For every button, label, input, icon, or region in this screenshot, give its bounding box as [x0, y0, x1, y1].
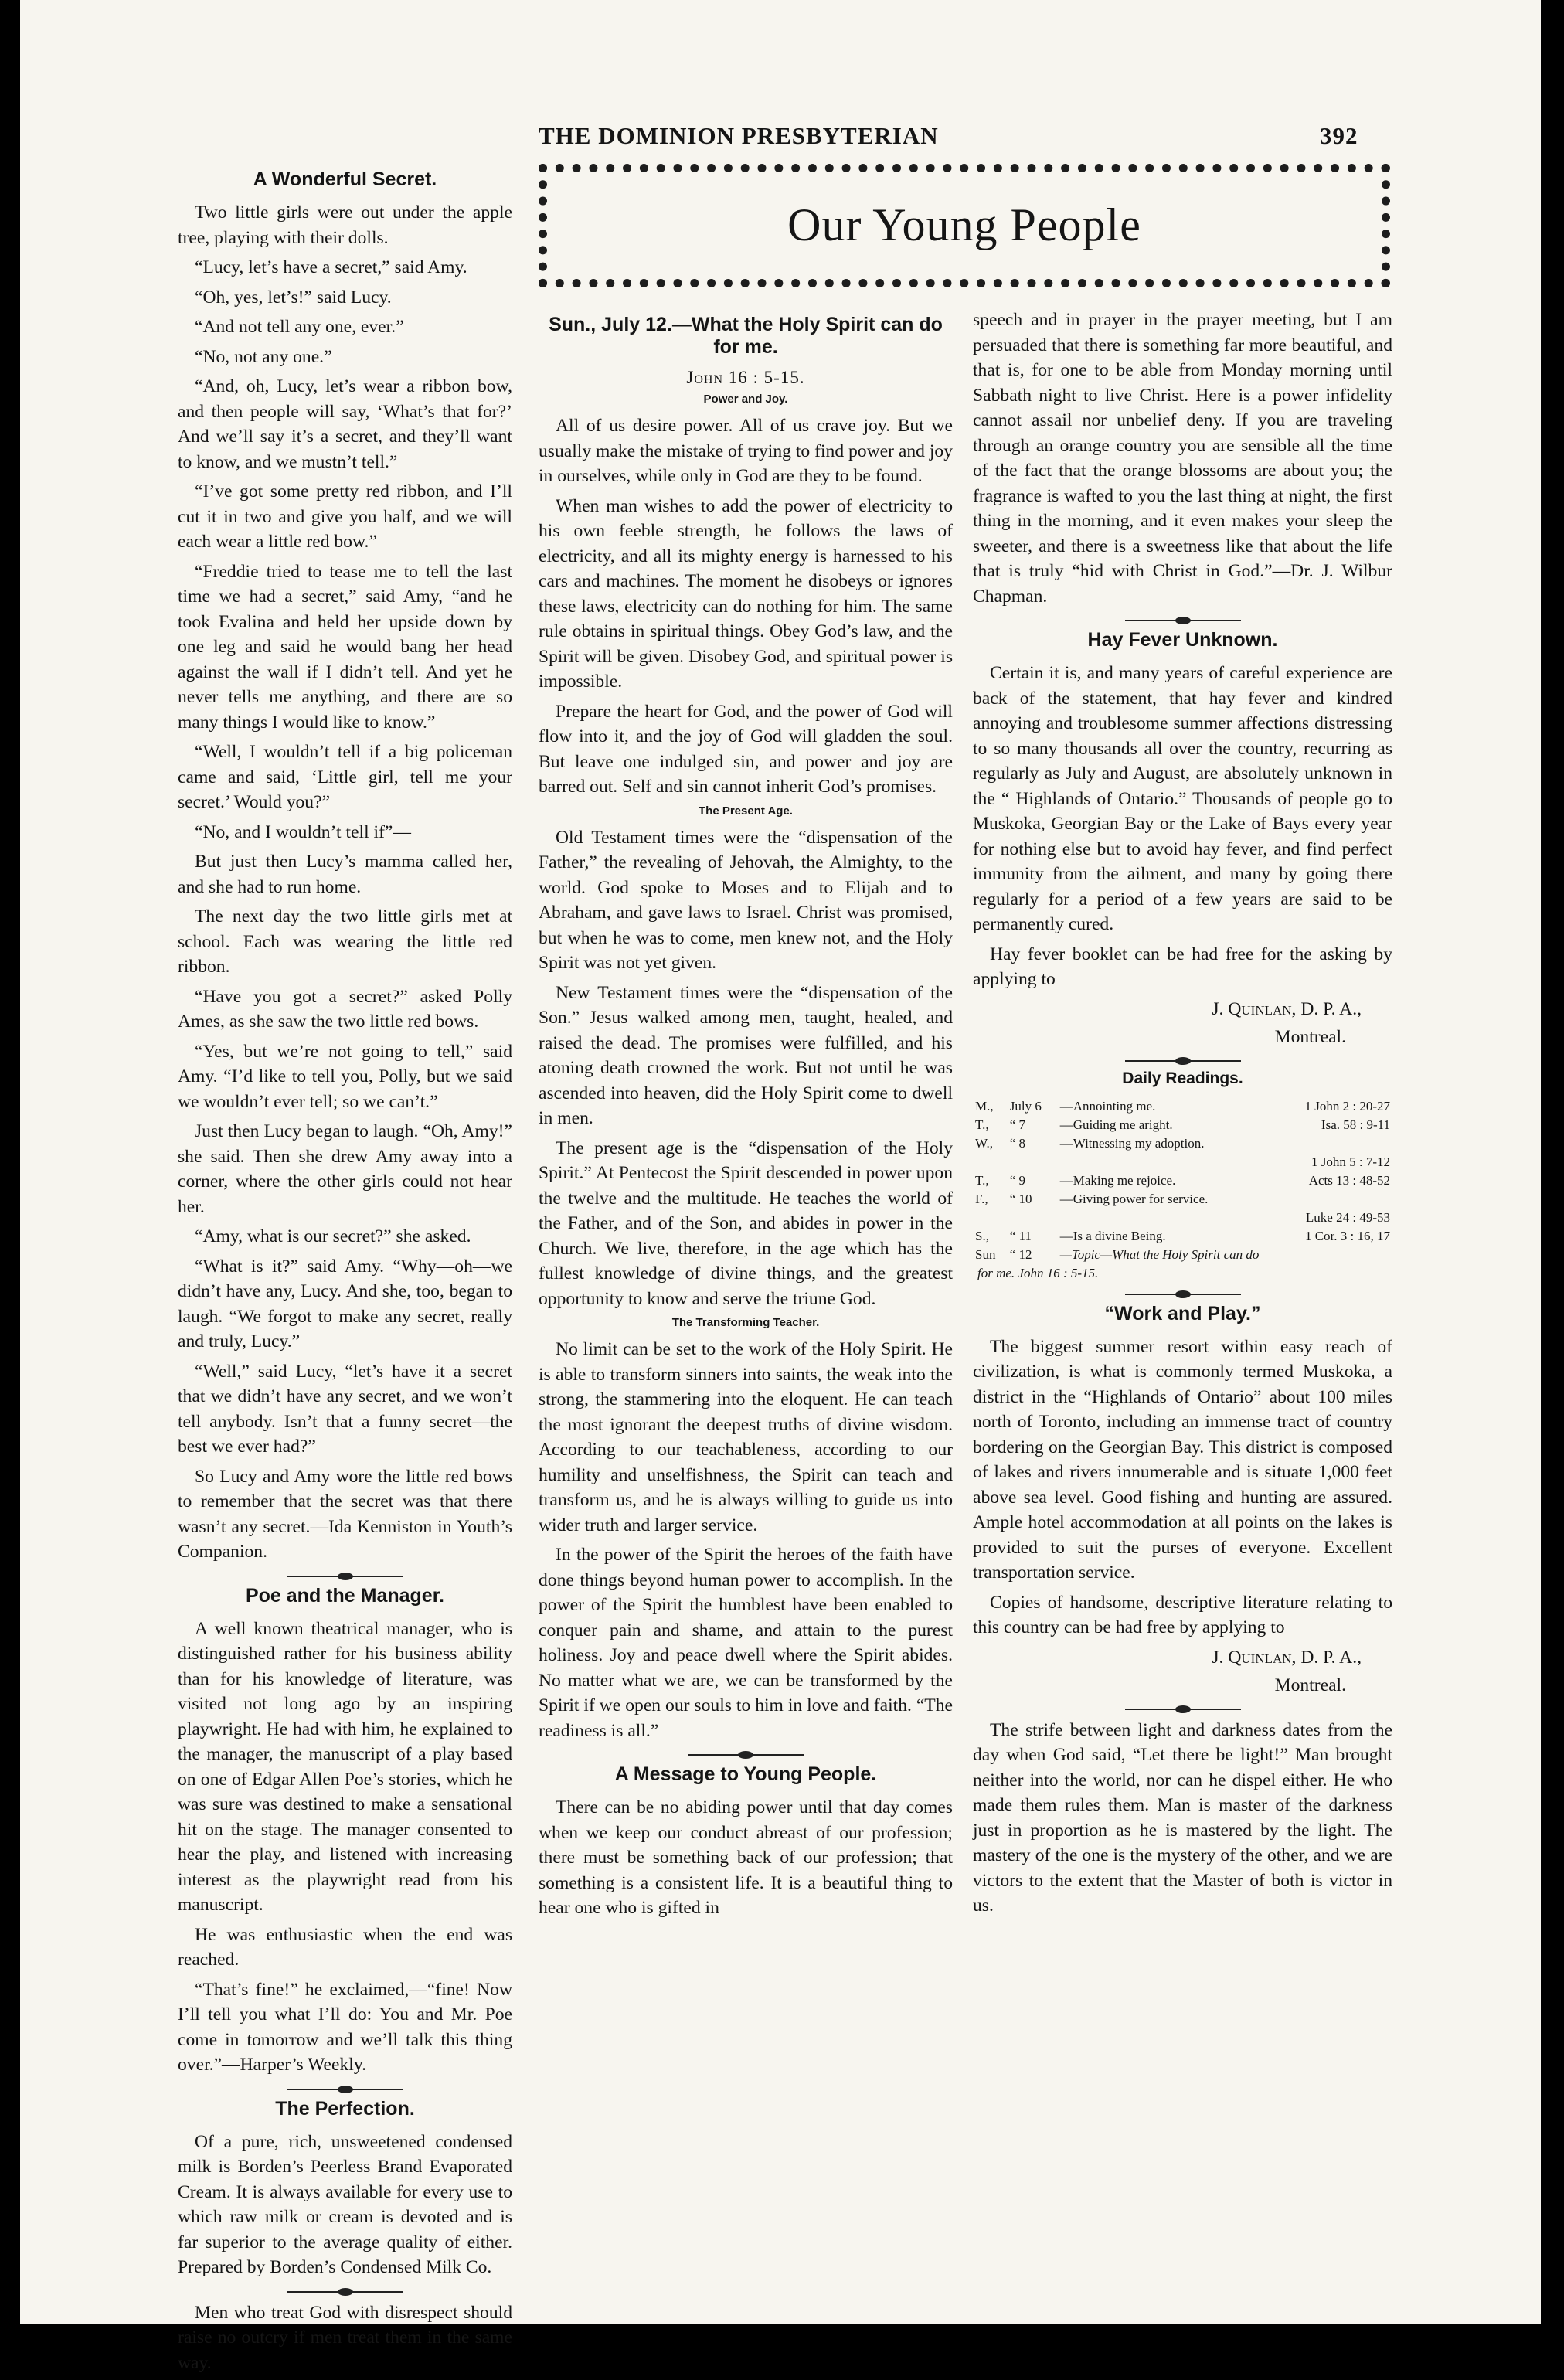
article-title: Poe and the Manager. [245, 1584, 444, 1606]
date-cell: “ 8 [1009, 1135, 1026, 1151]
paragraph: “Oh, yes, let’s!” said Lucy. [195, 287, 392, 308]
section-divider [287, 2089, 403, 2090]
paragraph: “That’s fine!” he exclaimed,—“fine! Now I’ll tell you what I’ll do: You and Mr. Poe come in tomorrow and we’ll talk this thing over.”—Harper’s Weekly. [178, 1979, 512, 2075]
paragraph: “Freddie tried to tease me to tell the last time we had a secret,” said Amy, “and he took Evalina and held her upside down by one leg and said he would bang her head against the wall if I didn’t tell. And yet he never tells me anything, and there are so many things I would like to know.” [178, 561, 512, 733]
paragraph: “And not tell any one, ever.” [195, 317, 404, 337]
paragraph: So Lucy and Amy wore the little red bows to remember that the secret was that there wasn’t any secret.—Ida Kenniston in Youth’s Companion. [178, 1466, 512, 1562]
table-row [973, 1116, 1392, 1134]
paragraph: “Well, I wouldn’t tell if a big policeman came and said, ‘Little girl, tell me your secret.’ Would you?” [178, 742, 512, 812]
paragraph: The present age is the “dispensation of the Holy Spirit.” At Pentecost the Spirit descended in power upon the twelve and the multitude. He teaches the world of the Father, and of the Son, and abides in power in the Church. We live, therefore, in the age which has the fullest knowledge of divine things, and the greatest opportunity to know and serve the triune God. [539, 1137, 953, 1309]
paragraph: The next day the two little girls met at school. Each was wearing the little red ribbon. [178, 906, 512, 977]
column-right [973, 308, 1392, 1923]
table-row [973, 1097, 1392, 1116]
paragraph: “Well,” said Lucy, “let’s have it a secret that we didn’t have any secret, and we won’t tell anybody. Isn’t that a funny secret—the best we ever had?” [178, 1361, 512, 1457]
date-cell: “ 9 [1009, 1172, 1026, 1188]
table-row [973, 1246, 1392, 1264]
article-title: A Message to Young People. [614, 1763, 877, 1785]
paragraph: Of a pure, rich, unsweetened condensed milk is Borden’s Peerless Brand Evaporated Cream. It is always available for every use to which raw milk or cream is devoted and is far superior to the average quality of either. Prepared by Borden’s Condensed Milk Co. [178, 2131, 512, 2277]
section-divider [1125, 1708, 1241, 1710]
section-divider [688, 1754, 804, 1756]
date-cell: “ 7 [1009, 1117, 1026, 1132]
ref-cell: 1 Cor. 3 : 16, 17 [1304, 1228, 1390, 1243]
date-cell: “ 11 [1009, 1228, 1032, 1243]
topic-cell: —Topic—What the Holy Spirit can do [1059, 1246, 1260, 1262]
paragraph: Copies of handsome, descriptive literature relating to this country can be had free by applying to [973, 1592, 1392, 1637]
page-number: 392 [1320, 122, 1358, 149]
day-cell: T., [975, 1117, 989, 1132]
day-cell: T., [975, 1172, 989, 1188]
signature-name: J. Quinlan, D. P. A., [1212, 1647, 1362, 1668]
article-title: The Perfection. [275, 2097, 415, 2120]
table-row [973, 1171, 1392, 1190]
date-cell: “ 10 [1009, 1191, 1032, 1206]
paragraph: Two little girls were out under the apple tree, playing with their dolls. [178, 202, 512, 248]
section-divider [287, 2291, 403, 2293]
paragraph: Certain it is, and many years of careful experience are back of the statement, that hay fever and kindred annoying and troublesome summer affections distressing to so many thousands all over the country, recurring as regularly as July and August, are absolutely unknown in the “ Highlands of Ontario.” Thousands of people go to Muskoka, Georgian Bay or the Lake of Bays every year for nothing else but to avoid hay fever, and find perfect immunity from the ailment, and many by going there regularly for a period of a few years are said to be permanently cured. [973, 663, 1392, 934]
signature-place: Montreal. [1274, 1026, 1346, 1047]
column-middle [539, 308, 953, 1926]
banner-title: Our Young People [787, 199, 1141, 250]
reading-continuation: for me. John 16 : 5-15. [978, 1265, 1099, 1280]
article-title: A Wonderful Secret. [253, 168, 437, 190]
paragraph: The strife between light and darkness dates from the day when God said, “Let there be light!” Man brought neither into the world, nor can he dispel either. He who made them rules them. Man is master of the darkness just in proportion as he is mastered by the light. The mastery of the one is the mystery of the other, and we are victors to the extent that the Master of both is victor in us. [973, 1719, 1392, 1916]
table-row [973, 1227, 1392, 1246]
paragraph: Men who treat God with disrespect should raise no outcry if men treat them in the same way. [178, 2302, 512, 2373]
ref-cell: Acts 13 : 48-52 [1308, 1172, 1390, 1188]
daily-readings-table [973, 1097, 1392, 1283]
paragraph: All of us desire power. All of us crave joy. But we usually make the mistake of trying to find power and joy in ourselves, while only in God are they to be found. [539, 416, 953, 486]
day-cell: Sun [975, 1246, 996, 1262]
date-cell: July 6 [1009, 1098, 1042, 1114]
paragraph: There can be no abiding power until that day comes when we keep our conduct abreast of our profession; there must be something back of our profession; that something is a consistent life. It is a beautiful thing to hear one who is gifted in [539, 1797, 953, 1918]
day-cell: F., [975, 1191, 988, 1206]
paragraph: speech and in prayer in the prayer meeting, but I am persuaded that there is something far more beautiful, and that is, for one to be able from Monday morning until Sabbath night to live Christ. Here is a power infidelity cannot assail nor unbelief deny. If you are traveling through an orange country you are sensible all the time of the fact that the orange blossoms are about you; the fragrance is wafted to you the last thing at night, the first thing in the morning, and it even makes your sleep the sweeter, and there is a sweetness like that about the life that is truly “hid with Christ in God.”—Dr. J. Wilbur Chapman. [973, 310, 1392, 607]
table-row [973, 1153, 1392, 1171]
ref-cell [1268, 1190, 1392, 1209]
table-row [973, 1134, 1392, 1153]
paragraph: Old Testament times were the “dispensation of the Father,” the revealing of Jehovah, the Almighty, to the world. God spoke to Moses and to Elijah and to Abraham, and gave laws to Israel. Christ was promised, but when he was to come, men knew not, and the Holy Spirit was not yet given. [539, 827, 953, 973]
table-row [973, 1264, 1392, 1283]
signature-name: J. Quinlan, D. P. A., [1212, 998, 1362, 1019]
paragraph: “Amy, what is our secret?” she asked. [195, 1226, 471, 1246]
reading-continuation: Luke 24 : 49-53 [1305, 1209, 1390, 1225]
paragraph: New Testament times were the “dispensation of the Son.” Jesus walked among men, taught, healed, and raised the dead. The promises were fulfilled, and his atoning death crowned the work. But not until he was ascended into heaven, did the Holy Spirit come to dwell in men. [539, 982, 953, 1128]
paragraph: Just then Lucy began to laugh. “Oh, Amy!” she said. Then she drew Amy away into a corner, where the other girls could not hear her. [178, 1121, 512, 1217]
article-title: Hay Fever Unknown. [1087, 629, 1278, 651]
topic-title: Sun., July 12.—What the Holy Spirit can do for me. [549, 314, 943, 358]
topic-cell: —Is a divine Being. [1059, 1228, 1166, 1243]
paragraph: “Have you got a secret?” asked Polly Ames, as she saw the two little red bows. [178, 986, 512, 1032]
scripture-reference: John 16 : 5-15. [686, 368, 805, 387]
topic-cell: —Annointing me. [1059, 1098, 1156, 1114]
topic-cell: —Witnessing my adoption. [1059, 1135, 1205, 1151]
paragraph: “Yes, but we’re not going to tell,” said Amy. “I’d like to tell you, Polly, but we said we wouldn’t ever tell; so we can’t.” [178, 1041, 512, 1112]
paragraph: “And, oh, Lucy, let’s wear a ribbon bow, and then people will say, ‘What’s that for?’ And we’ll say it’s a secret, and they’ll want to know, and we mustn’t tell.” [178, 376, 512, 472]
article-body [178, 200, 512, 1565]
day-cell: M., [975, 1098, 994, 1114]
paragraph: He was enthusiastic when the end was reached. [178, 1924, 512, 1970]
paragraph: “What is it?” said Amy. “Why—oh—we didn’t have any, Lucy. And she, too, began to laugh. “We forgot to make any secret, really and truly, Lucy.” [178, 1256, 512, 1352]
paragraph: The biggest summer resort within easy reach of civilization, is what is commonly termed Muskoka, a district in the “Highlands of Ontario” about 100 miles north of Toronto, including an immense tract of country bordering on the Georgian Bay. This district is composed of lakes and rivers innumerable and is situate 1,000 feet above sea level. Good fishing and hunting are assured. Ample hotel accommodation at all points on the lakes is provided to suit the purses of everyone. Excellent transportation service. [973, 1336, 1392, 1583]
paragraph: Hay fever booklet can be had free for the asking by applying to [973, 944, 1392, 989]
paragraph: “No, and I wouldn’t tell if”— [195, 821, 412, 842]
ref-cell: 1 John 2 : 20-27 [1304, 1098, 1390, 1114]
running-head-title: THE DOMINION PRESBYTERIAN [539, 122, 939, 149]
paragraph: A well known theatrical manager, who is distinguished rather for his business ability than for his knowledge of literature, was visited not long ago by an inspiring playwright. He had with him, he explained to the manager, the manuscript of a play based on one of Edgar Allen Poe’s stories, which he was sure was destined to make a sensational hit on the stage. The manager consented to hear the play, and listened with increasing interest as the playwright read from his manuscript. [178, 1618, 512, 1915]
section-divider [1125, 620, 1241, 621]
paragraph: When man wishes to add the power of electricity to his own feeble strength, he follows the laws of electricity, and all its mighty energy is harnessed to his cars and machines. The moment he disobeys or ignores these laws, electricity can do nothing for him. The same rule obtains in spiritual things. Obey God’s law, and the Spirit will be given. Disobey God, and spiritual power is impossible. [539, 495, 953, 692]
signature-place: Montreal. [1274, 1674, 1346, 1695]
paragraph: “I’ve got some pretty red ribbon, and I’ll cut it in two and give you half, and we will each wear a little red bow.” [178, 481, 512, 552]
topic-cell: —Giving power for service. [1059, 1191, 1209, 1206]
reading-continuation: 1 John 5 : 7-12 [1311, 1154, 1390, 1169]
paragraph: “No, not any one.” [195, 346, 332, 367]
section-banner [539, 164, 1390, 287]
section-divider [287, 1576, 403, 1577]
topic-cell: —Guiding me aright. [1059, 1117, 1173, 1132]
topic-cell: —Making me rejoice. [1059, 1172, 1176, 1188]
section-divider [1125, 1060, 1241, 1062]
article-title: Daily Readings. [1122, 1069, 1243, 1087]
ref-cell [1268, 1134, 1392, 1153]
paragraph: No limit can be set to the work of the Holy Spirit. He is able to transform sinners into saints, the weak into the strong, the stammering into the eloquent. He can teach the most ignorant the deepest truths of divine wisdom. According to our teachableness, according to our humility and unselfishness, the Spirit can teach and transform us, and he is always willing to guide us into wider truth and larger service. [539, 1339, 953, 1535]
table-row [973, 1209, 1392, 1227]
subhead: Power and Joy. [703, 393, 788, 406]
day-cell: W., [975, 1135, 993, 1151]
table-row [973, 1190, 1392, 1209]
day-cell: S., [975, 1228, 989, 1243]
subhead: The Transforming Teacher. [672, 1316, 820, 1329]
date-cell: “ 12 [1009, 1246, 1032, 1262]
paragraph: In the power of the Spirit the heroes of the faith have done things beyond human power to accomplish. In the power of the Spirit the humblest have been enabled to conquer pain and shame, and attain to the purest holiness. Joy and peace dwell where the Spirit abides. No matter what we are, we can be transformed by the Spirit if we open our souls to him in love and faith. “The readiness is all.” [539, 1545, 953, 1741]
subhead: The Present Age. [699, 804, 793, 818]
paragraph: But just then Lucy’s mamma called her, and she had to run home. [178, 852, 512, 897]
section-divider [1125, 1294, 1241, 1295]
article-title: “Work and Play.” [1104, 1302, 1261, 1324]
column-left [178, 162, 512, 2380]
paragraph: “Lucy, let’s have a secret,” said Amy. [195, 257, 468, 277]
paragraph: Prepare the heart for God, and the power of God will flow into it, and the joy of God will gladden the soul. But leave one indulged sin, and power and joy are barred out. Self and sin cannot inherit God’s promises. [539, 701, 953, 797]
ref-cell: Isa. 58 : 9-11 [1321, 1117, 1390, 1132]
